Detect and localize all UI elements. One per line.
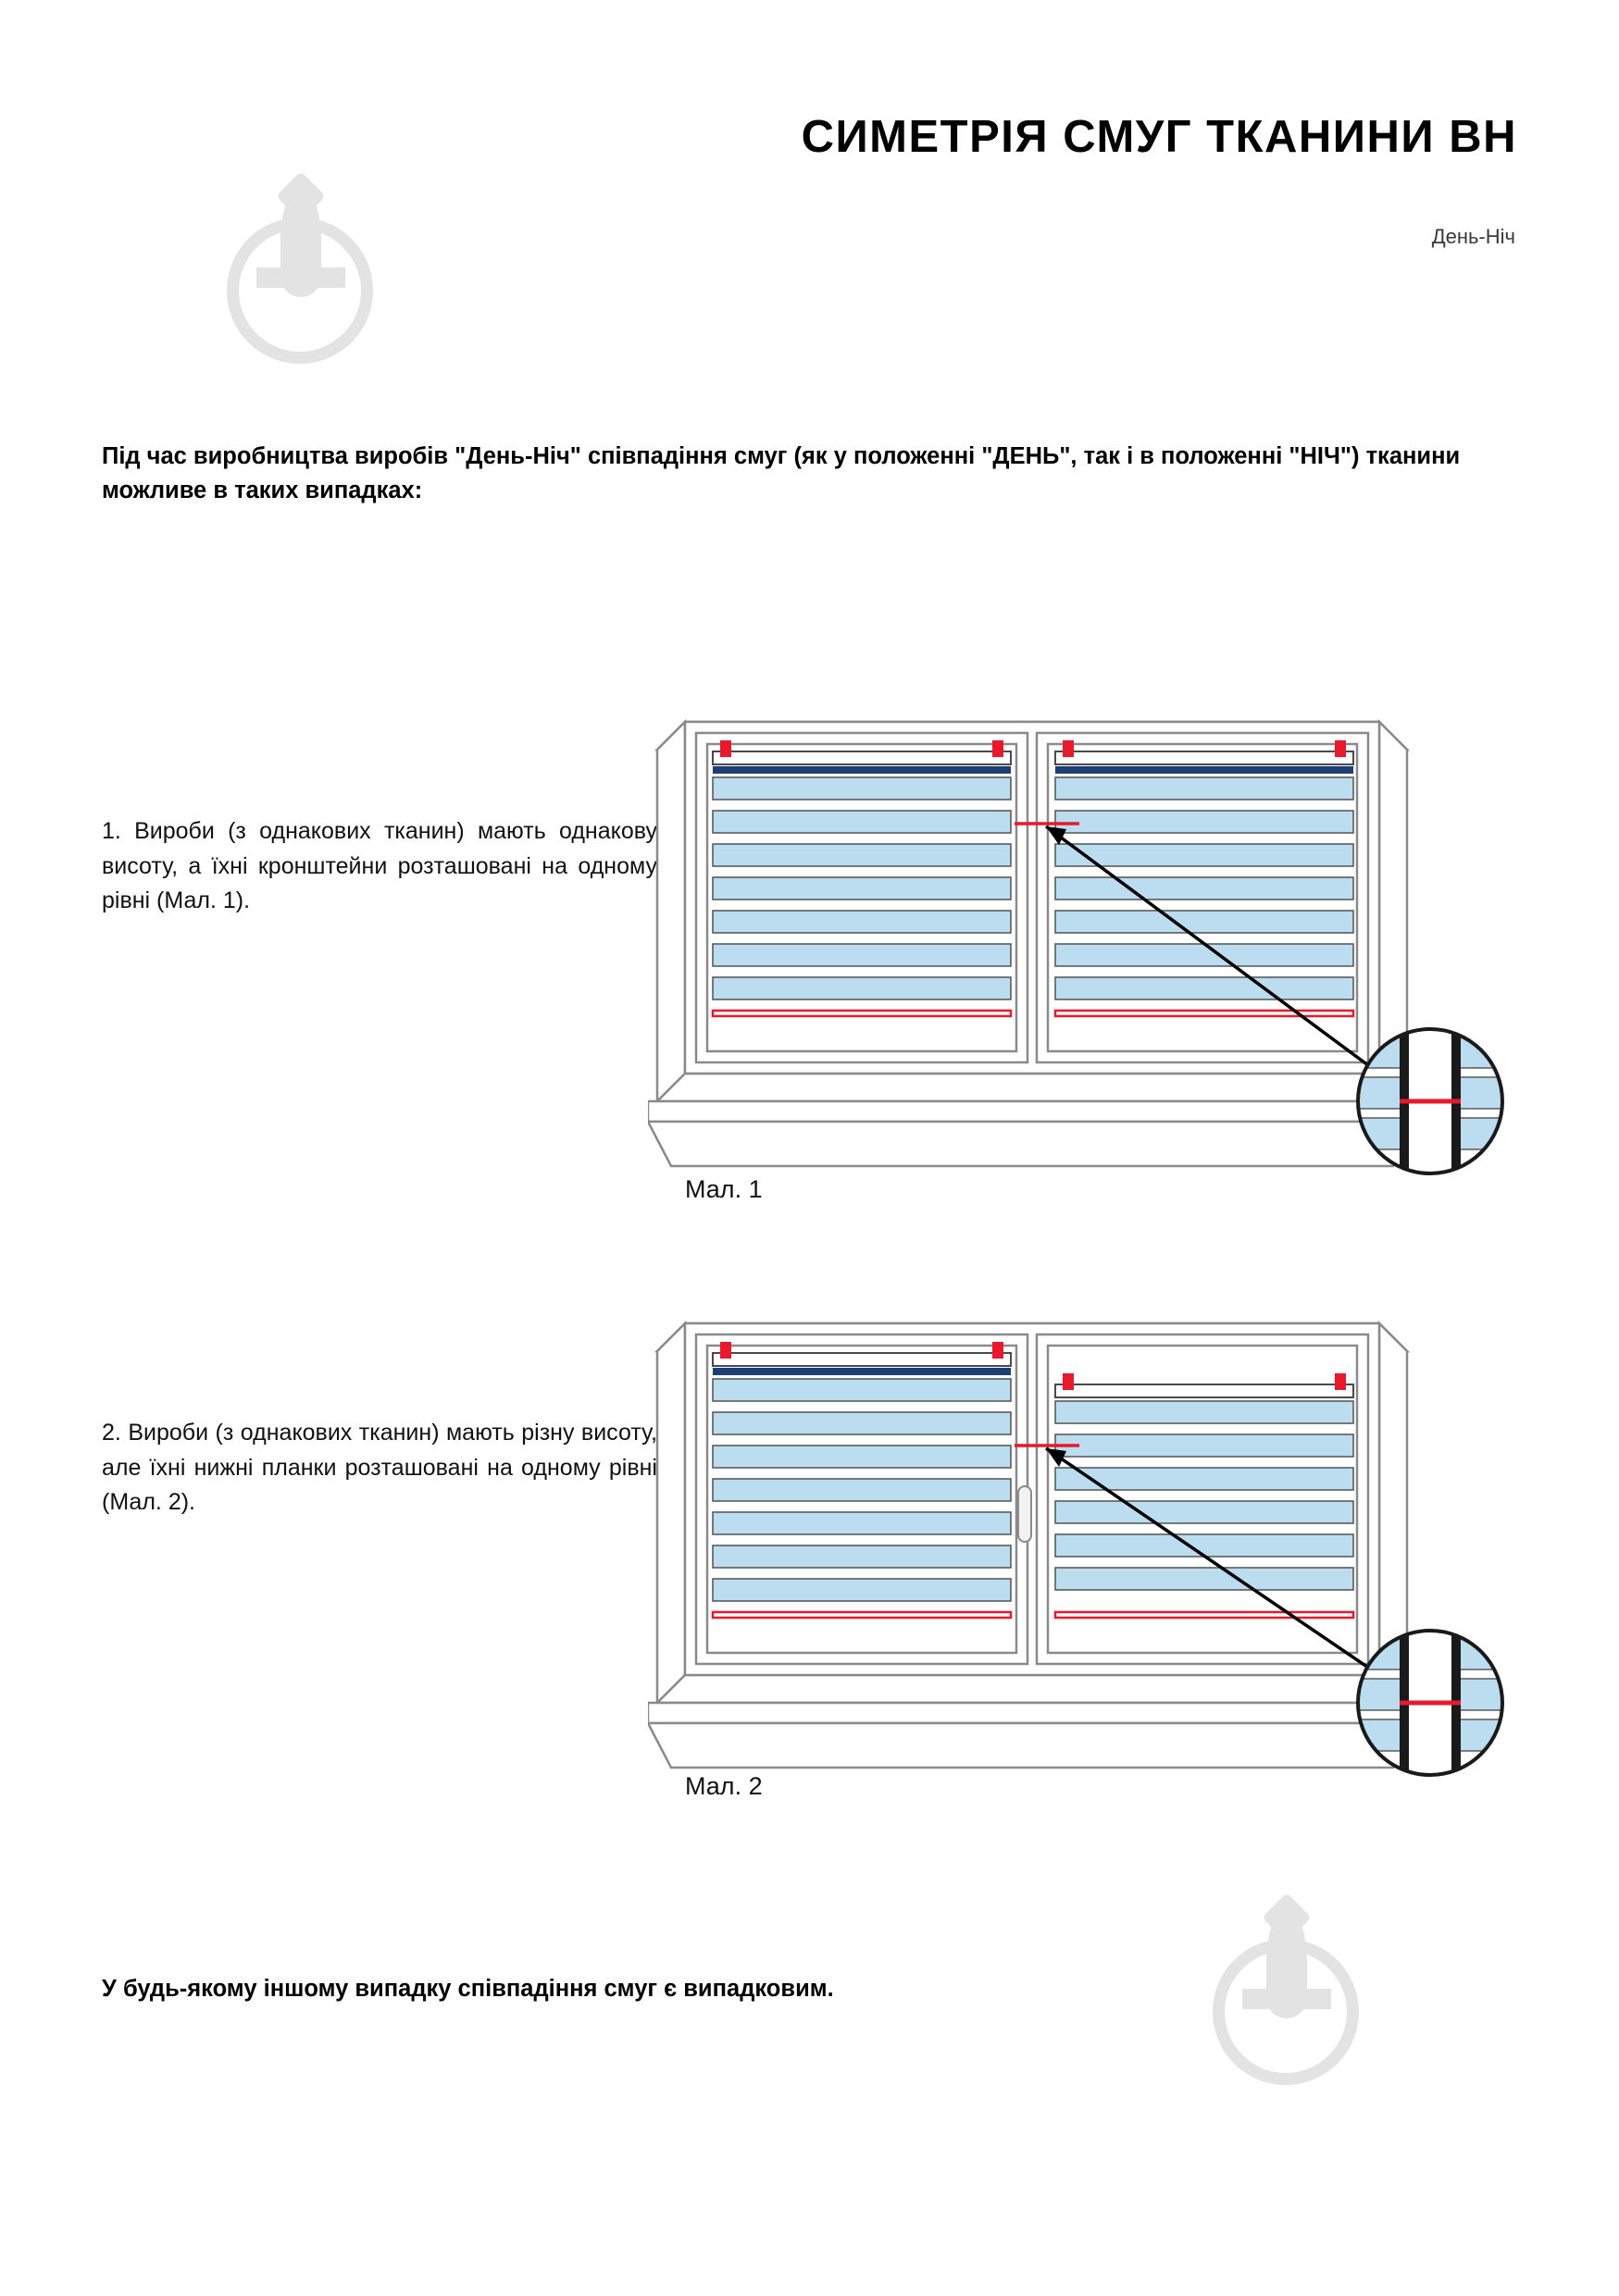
intro-paragraph: Під час виробництва виробів "День-Ніч" співпадіння смуг (як у положенні "ДЕНЬ", так і в положенні "НІЧ") тканини можливе в таких випадках: — [102, 443, 1461, 503]
figure-1-window-equal-height — [648, 703, 1518, 1263]
item-2-text: 2. Вироби (з однакових тканин) мають різну висоту, але їхні нижні планки розташовані на одному рівні (Мал. 2). — [102, 1420, 657, 1515]
figure-2-window-different-height — [648, 1305, 1518, 1865]
water-drop-logo-icon — [227, 180, 384, 375]
page-title: СИМЕТРІЯ СМУГ ТКАНИНИ ВН — [801, 112, 1517, 162]
figure-1-caption: Мал. 1 — [685, 1175, 763, 1203]
item-1-text: 1. Вироби (з однакових тканин) мають однакову висоту, а їхні кронштейни розташовані на одному рівні (Мал. 1). — [102, 818, 657, 913]
figure-2-caption: Мал. 2 — [685, 1772, 763, 1800]
page-subtitle: День-Ніч — [1431, 225, 1515, 248]
footer-note: У будь-якому іншому випадку співпадіння смуг є випадковим. — [102, 1976, 834, 2002]
logo-drop-icon — [280, 186, 321, 297]
